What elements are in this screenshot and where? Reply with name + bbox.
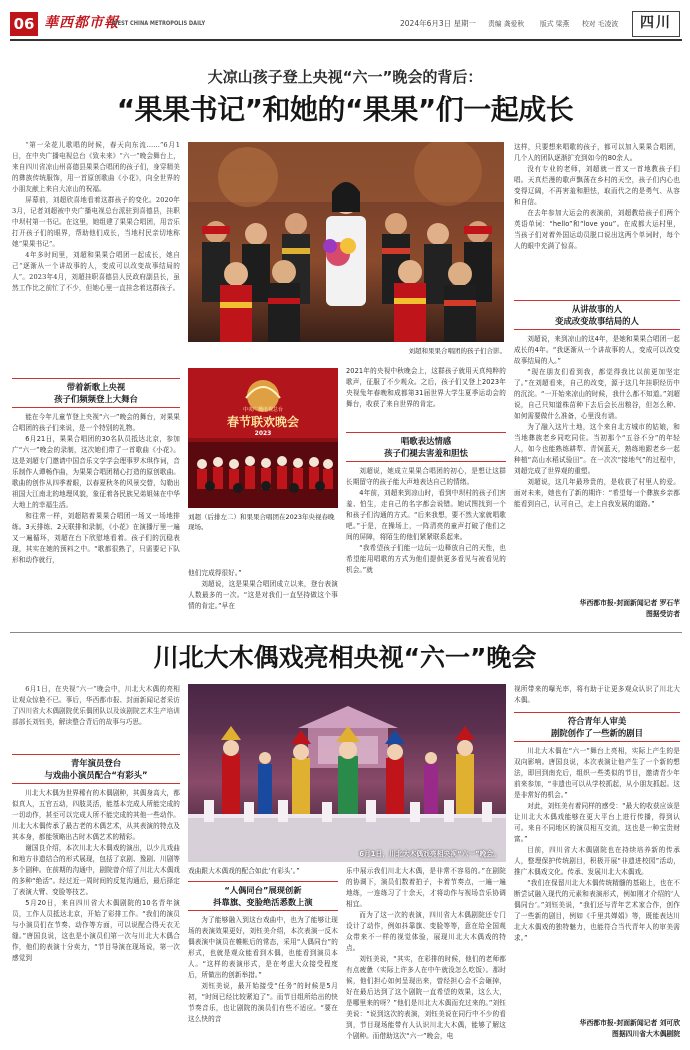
s2-sub2-heading-line: 抖靠旗、变脸绝活悉数上演 bbox=[213, 897, 313, 907]
s2-sub1-rule bbox=[12, 754, 180, 755]
s2-sub3-heading-line: 符合青年人审美 bbox=[567, 716, 627, 726]
section-name: 四川 bbox=[632, 11, 680, 37]
story1-lead bbox=[12, 140, 180, 372]
story1-col4-top bbox=[514, 142, 680, 296]
paragraph: “我们在保留川北大木偶传统精髓的基础上，也在不断尝试融入现代的元素和表演形式，例如刚才介绍的‘人偶同台’。”刘钰美说，“我们还与青年艺术家合作，创作了一些新的剧目，例如《千里共婵娟》等，既能表达川北大木偶戏的独特魅力，也能符合当代青年人的审美需求。” bbox=[514, 879, 680, 942]
paragraph: 川北大木偶在“六一”舞台上亮相，实际上产生的是双向影响。唐国良说，本次表演让他产生了一个新的想法，即回到南充后，组织一些类似的节目，邀请青少年前来参加，“非遗也可以从学校抓起，从小朋友抓起。这是非常好的机会。” bbox=[514, 747, 680, 799]
page-header bbox=[10, 8, 682, 42]
puppet-show-photo bbox=[188, 684, 506, 862]
story2-col4-top bbox=[514, 684, 680, 708]
paragraph: 刘超说，来到凉山的这4年，是她和果果合唱团一起成长的4年。“我逐渐从一个讲故事的人，变成可以改变故事结局的人。” bbox=[514, 335, 680, 365]
lead-paragraph: 6月1日，在央视“六一”晚会中，川北大木偶的亮相让观众惊艳不已。事后，华西都市报、封面新闻记者采访了四川省大木偶剧院优乐偶团队以及该剧院艺术生产培训部部长刘钰美，解读整合背后的故事与巧思。 bbox=[12, 685, 180, 726]
story-divider bbox=[10, 632, 682, 633]
lead-paragraph: “第一朵花儿歌唱的时候，春天向东流……”6月1日，在中央广播电视总台《致未来》“六一”晚会舞台上，来自四川省凉山州喜德县果果合唱团的孩子们，身穿精美的彝族传统服饰，用一首原创歌曲《小花》，向全世界的小朋友献上来自大凉山的祝福。 bbox=[12, 141, 180, 193]
paragraph: 5月20日，来自四川省大木偶剧院的10名青年演员，工作人员抵达北京，开始了彩排工作。“我们的演员与小演员们在节奏、动作等方面，可以说配合得天衣无缝。”唐国良说，这也是小演员们第一次与川北大木偶合作，他们的表演十分卖力，“节目导演在现场说，第一次感觉到 bbox=[12, 899, 180, 962]
lead-paragraph: 4年多时间里，刘超和果果合唱团一起成长，她自己“逐渐从一个讲故事的人，变成可以改变故事结局的人”。2023年4月，刘超挂职喜德县人民政府副县长，虽然工作比之前忙了不少，但她心里一直挂念着这群孩子。 bbox=[12, 251, 180, 292]
sub1-heading-line: 孩子们频频登上大舞台 bbox=[54, 394, 138, 404]
byline-photo: 图据四川省大木偶剧院 bbox=[612, 1030, 680, 1038]
story1-col3-body bbox=[346, 466, 506, 632]
lead-paragraph: 屏幕前，刘超欣喜地看着这群孩子的变化。2020年3月，记者刘超被中央广播电视总台派驻到喜德县，挂职中坝村第一书记。在这里，她组建了果果合唱团，用音乐打开孩子们的眼界，帮助他们成长，当地村民亲切地称她“果果书记”。 bbox=[12, 196, 180, 248]
paragraph: 戏曲跟大木偶戏的配合如此‘有彩头’。” bbox=[188, 867, 300, 875]
story1-col2-body bbox=[188, 568, 338, 632]
story1-col4-body bbox=[514, 334, 680, 596]
header-rule bbox=[10, 39, 682, 41]
story2-lead bbox=[12, 684, 180, 750]
s2-sub1-heading-line: 与戏曲小演员配合“有彩头” bbox=[44, 770, 148, 780]
paragraph: 谢国良介绍，本次川北大木偶戏的演出，以少儿戏曲和地方非遗结合的形式展现，包括了京剧、豫剧、川剧等多个剧种。在前期的沟通中，剧院曾介绍了川北大木偶戏的多种“绝活”。经过近一周时间的反复沟通后，最后择定了表演大臂、变脸等技艺。 bbox=[12, 844, 180, 896]
story1-col3-top bbox=[346, 366, 506, 428]
paragraph: 刘钰美说，最开始接受“任务”的时候是5月初，“时间已经比较紧迫了”。而节目组所给出的快节奏音乐，也让剧院的演员们有些不适应。“要在这么快的音 bbox=[188, 982, 338, 1023]
story2-col4-body bbox=[514, 746, 680, 1016]
paragraph: 刘超说，这几年最珍贵的，是收获了村里人的爱。面对未来，她也有了新的期许：“希望每一个彝族乡亲都能看到自己，认可自己，走上自我发展的道路。” bbox=[514, 478, 680, 508]
s2-sub2-heading-line: “人偶同台”展现创新 bbox=[224, 885, 302, 895]
gala-banner-year: 2023 bbox=[254, 430, 272, 437]
paragraph: 能在今年儿童节登上央视“六一”晚会的舞台，对果果合唱团的孩子们来说，是一个特别的礼物。 bbox=[12, 413, 180, 432]
paragraph: 在去年参加大运会的表演前，刘超教给孩子们两个英语单词：“hello”和“love you”。在成都大运村里，当孩子们对着外国运动员脱口说出这两个单词时，每个人的眼中充满了惊喜。 bbox=[514, 209, 680, 250]
gala-banner-small: 中央广播电视总台 bbox=[242, 407, 283, 413]
page-number: 06 bbox=[10, 12, 38, 36]
paragraph: 川北大木偶为世界稀有的木偶剧种，其偶身高大，都似真人，五官五动，四肢灵活，能基本完成人所能完成的一切动作，甚至可以完成人所不能完成的其他一些动作。川北大木偶传承了最古老的木偶艺术，从其表演的特点及其本身，都能领略出古时木偶艺术的精彩。 bbox=[12, 789, 180, 841]
s2-sub3-rule bbox=[514, 712, 680, 713]
byline-photo: 图据受访者 bbox=[646, 610, 680, 618]
paper-logo: 華西都市報 bbox=[44, 15, 119, 31]
paragraph: 2021年的央视中秋晚会上，这群孩子就用天真纯粹的歌声，征服了不少观众。之后，孩子们又登上2023年央视兔年春晚和成都第31届世界大学生夏季运动会的舞台，收获了来自世界的肯定。 bbox=[346, 367, 506, 408]
s2-sub2-heading bbox=[188, 881, 338, 911]
paragraph: 6月21日，果果合唱团的30名队员抵达北京，参加广“六一”晚会的录制，这次她们带了一首歌曲《小花》。这是刘超专门邀请中国音乐文学学会理事罗木琪作词，音乐制作人谭畅作曲，为果果合唱团精心打造的原创歌曲。歌曲的创作从四季着眼，以春夏秋冬的风景交替，勾勒出祖国大江南北的地理风貌，象征着各民族兄弟姐妹在中华大地上的幸福生活。 bbox=[12, 435, 180, 509]
paragraph: 对此，刘钰美有着同样的感受：“最大的收获应该是让川北大木偶戏能够在更大平台上进行传播，得到认可。来自不同地区的演员相互交流，这也是一种宝贵财富。” bbox=[514, 802, 680, 843]
sub3-heading-line: 从讲故事的人 bbox=[571, 304, 623, 314]
paragraph: 他们完成得很好。” bbox=[188, 569, 242, 577]
sub2-heading-line: 孩子们褪去害羞和胆怯 bbox=[384, 448, 468, 458]
paragraph: 和往常一样，刘超陪着果果合唱团一场又一场地排练。3天排练、2天联排和录制，《小花》在演播厅里一遍又一遍循环，刘超在台下欣慰地看着。孩子们的沉稳表现，其实在她的预料之中。“歌都很熟了，只需要记下队形和动作就行， bbox=[12, 512, 180, 564]
paragraph: “我希望孩子们能一边玩一边释放自己的天性，也希望能用唱歌的方式为他们提供更多看见与被看见的机会。”就 bbox=[346, 544, 506, 574]
paragraph: 目前，四川省大木偶剧院也在持续培养新的传承人，整理保护传统剧目，积极开展“非遗进校园”活动，推广木偶戏文化。传承、发展川北大木偶戏。 bbox=[514, 846, 680, 876]
sub1-heading-line: 带着新歌上央视 bbox=[66, 382, 126, 392]
paragraph: 而为了这一次的表演，四川省大木偶剧院还专门设计了动作，例如抖靠旗、变脸等等，意在给全国观众带来不一样的视觉体验，展现川北大木偶戏的特点。 bbox=[346, 911, 506, 952]
byline-reporter: 华西都市报-封面新闻记者 罗石芊 bbox=[579, 599, 680, 607]
s2-sub3-heading-line: 剧院创作了一些新的剧目 bbox=[550, 728, 644, 738]
story2-headline: 川北大木偶戏亮相央视“六一”晚会 bbox=[153, 643, 537, 672]
sub3-rule bbox=[514, 300, 680, 301]
paragraph: 为了能够融入到这台戏曲中，也为了能够让现场的表演效果更好，刘钰美介绍，本次表演一反木偶表演中演员在帷帐后的常态，采用“人偶同台”的形式，也就是观众能看到木偶，也能看到演员本人。“这样的表演形式，是在考虑大众接受程度后，所做出的创新举措。” bbox=[188, 916, 338, 979]
s2-sub1-heading-line: 青年演员登台 bbox=[70, 758, 122, 768]
sub1-rule bbox=[12, 407, 180, 408]
paragraph: “现在朋友们看到我，都觉得我比以前更加坚定了。”在刘超看来，自己的改变，源于这几年挂职经历中的沉淀。“一开始来凉山的时候，我什么都不知道。”刘超说，自己只知道株苗种下去后会长出粮谷，但怎么种、如何需要做什么准备，心里没有谱。 bbox=[514, 368, 680, 420]
design-credit: 版式 梁燕 bbox=[540, 20, 570, 28]
sub3-rule bbox=[514, 329, 680, 330]
story1-kicker: 大凉山孩子登上央视“六一”晚会的背后： bbox=[207, 68, 483, 86]
editor-credit: 责编 龚爱秋 bbox=[488, 20, 525, 28]
byline-reporter: 华西都市报-封面新闻记者 刘可欣 bbox=[579, 1019, 680, 1027]
puppet-photo-caption: 6月1日，川北大木偶戏亮相央视“六一”晚会。 bbox=[359, 850, 500, 858]
s2-sub1-rule bbox=[12, 783, 180, 784]
story1-byline bbox=[514, 598, 680, 620]
sub2-heading bbox=[346, 435, 506, 459]
story2-col3-body bbox=[346, 866, 506, 1042]
sub2-rule bbox=[346, 461, 506, 462]
sub1-rule bbox=[12, 378, 180, 379]
s2-sub1-heading bbox=[12, 757, 180, 781]
paragraph: 视所带来的曝光率，将有助于让更多观众认识了川北大木偶。 bbox=[514, 685, 680, 704]
paper-english-name: WEST CHINA METROPOLIS DAILY bbox=[112, 20, 206, 27]
story2-col1-body bbox=[12, 788, 180, 1042]
photo2-caption: 刘超（后排左二）和果果合唱团在2023年央视春晚现场。 bbox=[188, 513, 335, 531]
paragraph: 刘超说，她成立果果合唱团的初心，是想让这群长期留守的孩子能大声地表达自己的情绪。 bbox=[346, 467, 506, 486]
s2-sub3-heading bbox=[514, 715, 680, 739]
story1-col1-body bbox=[12, 412, 180, 630]
sub2-rule bbox=[346, 432, 506, 433]
story2-byline bbox=[514, 1018, 680, 1040]
paragraph: 这样，只要想来唱歌的孩子，都可以加入果果合唱团，几个人的团队逐渐扩充到如今的80余人。 bbox=[514, 143, 680, 162]
sub3-heading-line: 变成改变故事结局的人 bbox=[555, 316, 639, 326]
choir-group-photo bbox=[188, 142, 504, 342]
story1-headline: “果果书记”和她的“果果”们一起成长 bbox=[116, 93, 574, 126]
sub1-heading bbox=[12, 381, 180, 405]
paragraph: 刘超说，这是果果合唱团成立以来，登台表演人数最多的一次。“这是对我们一直坚持做这个事情的肯定。”早在 bbox=[188, 580, 338, 610]
sub3-heading bbox=[514, 303, 680, 327]
spring-gala-photo bbox=[188, 368, 338, 508]
paragraph: 4年前，刘超来到凉山时，看到中坝村的孩子们害羞、怕生，走自己的名字都会说错。她试图找到一个和孩子们沟通的方式。“后来我想，要不然大家就唱歌吧。”于是，在操场上，一阵清亮的童声打破了他们之间的屏障，将陌生的他们紧紧联系起来。 bbox=[346, 489, 506, 541]
s2-sub3-rule bbox=[514, 741, 680, 742]
photo1-caption: 刘超和果果合唱团的孩子们合影。 bbox=[408, 347, 506, 355]
paragraph: 没有专业的老师，刘超就一首又一首地教孩子们唱。天真烂漫的歌声飘荡在乡村的天空，孩子们内心也变得辽阔，不再害羞和胆怯，取而代之的是勇气、从容和自信。 bbox=[514, 165, 680, 206]
gala-banner-title: 春节联欢晚会 bbox=[226, 415, 299, 429]
issue-date: 2024年6月3日 星期一 bbox=[400, 19, 477, 28]
paragraph: 为了融入这片土地，这个来自北方城市的姑娘，和当地彝族老乡同吃同住。当初那个“五谷不分”的年轻人，如今也能熟练耕犁、青饲蓝天，熟练地跟老乡一起种植“高山水稻试验田”。在一次次“接地气”的过程中，刘超完成了世界观的重塑。 bbox=[514, 423, 680, 475]
story2-col2-body bbox=[188, 866, 338, 1042]
paragraph: 乐中展示我们川北大木偶，是非常不容易的。”在剧院的协调下，演员们数着拍子，卡着节奏点，一遍一遍地练，一连练习了十余天，才将动作与视场音乐协调相宜。 bbox=[346, 867, 506, 908]
sub2-heading-line: 唱歌表达情感 bbox=[400, 436, 452, 446]
paragraph: 刘钰美说，“其实，在彩排的时候，他们的老师都有点疲惫（实际上许多人在中午就没怎么吃饭）。那时候，他们担心如何呈现出来，曾经担心会不会砸掉，好在最后达到了这个剧院一直希望的效果，这么大，是哪里来的呀？”他们是川北大木偶而充过来的。”刘钰美说：“说到这次的表演，刘钰美说在同行中不少的看到，节目现场能带有人认识川北大木偶，能够了解这个剧种。而借助这次“六一”晚会，电 bbox=[346, 955, 506, 1040]
proof-credit: 校对 毛凌波 bbox=[582, 20, 619, 28]
